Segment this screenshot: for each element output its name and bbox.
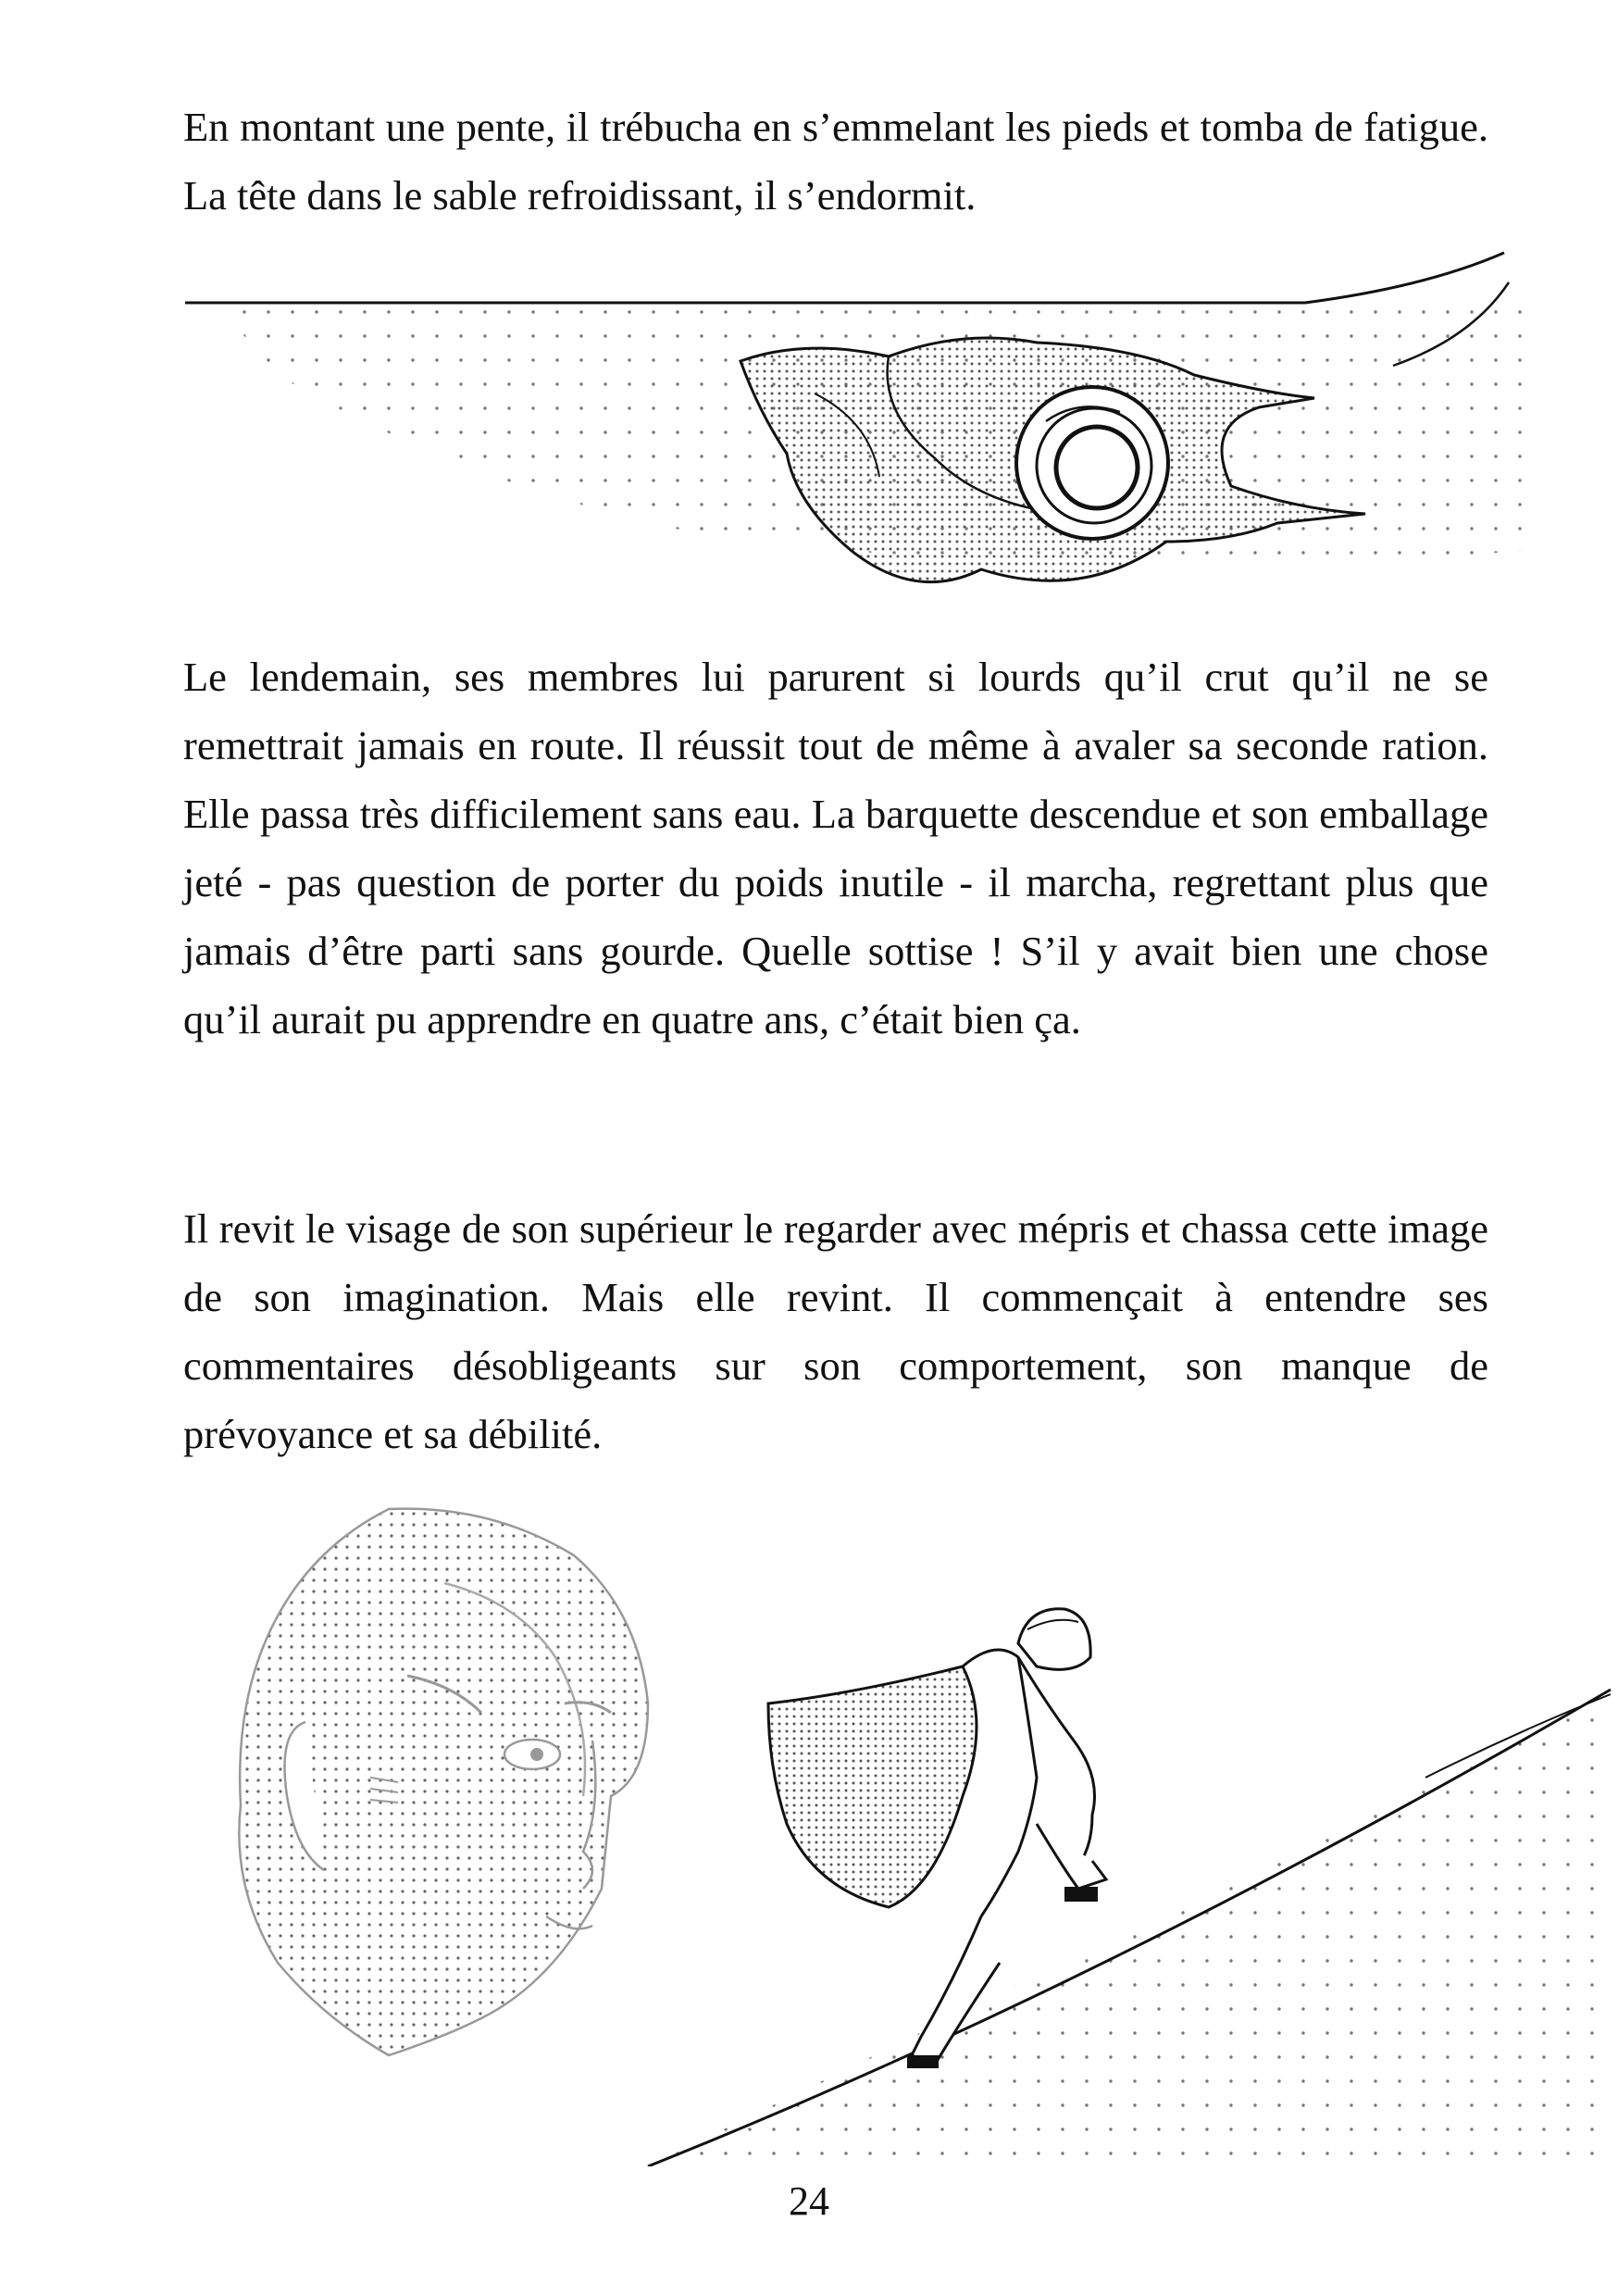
page-number: 24 (789, 2178, 829, 2224)
paragraph-2: Le lendemain, ses membres lui parurent si lourds qu’il crut qu’il ne se remettrait jamais en route. Il réussit tout de même à avaler sa seconde ration. Elle passa très difficilement sans eau. La barquette descendue et son emballage jeté - pas question de porter du poids inutile - il marcha, regrettant plus que jamais d’être parti sans gourde. Quelle sottise ! S’il y avait bien une chose qu’il aurait pu apprendre en quatre ans, c’était bien ça. (183, 654, 1488, 1042)
paragraph-3: Il revit le visage de son supérieur le regarder avec mépris et chassa cette image de son imagination. Mais elle revint. Il commençait à entendre ses commentaires désobligeants sur son comportement, son manque de prévoyance et sa débilité. (183, 1205, 1488, 1457)
superior-face-icon (239, 1509, 648, 2055)
dream-illustration (0, 1500, 1618, 2166)
climbing-figure-icon (648, 1609, 1611, 2166)
sleeping-figure-illustration (0, 236, 1618, 625)
sleeping-figure-icon (185, 253, 1527, 582)
paragraph-1: En montant une pente, il trébucha en s’emmelant les pieds et tomba de fatigue. La tête dans le sable refroidissant, il s’endormit. (183, 104, 1488, 218)
